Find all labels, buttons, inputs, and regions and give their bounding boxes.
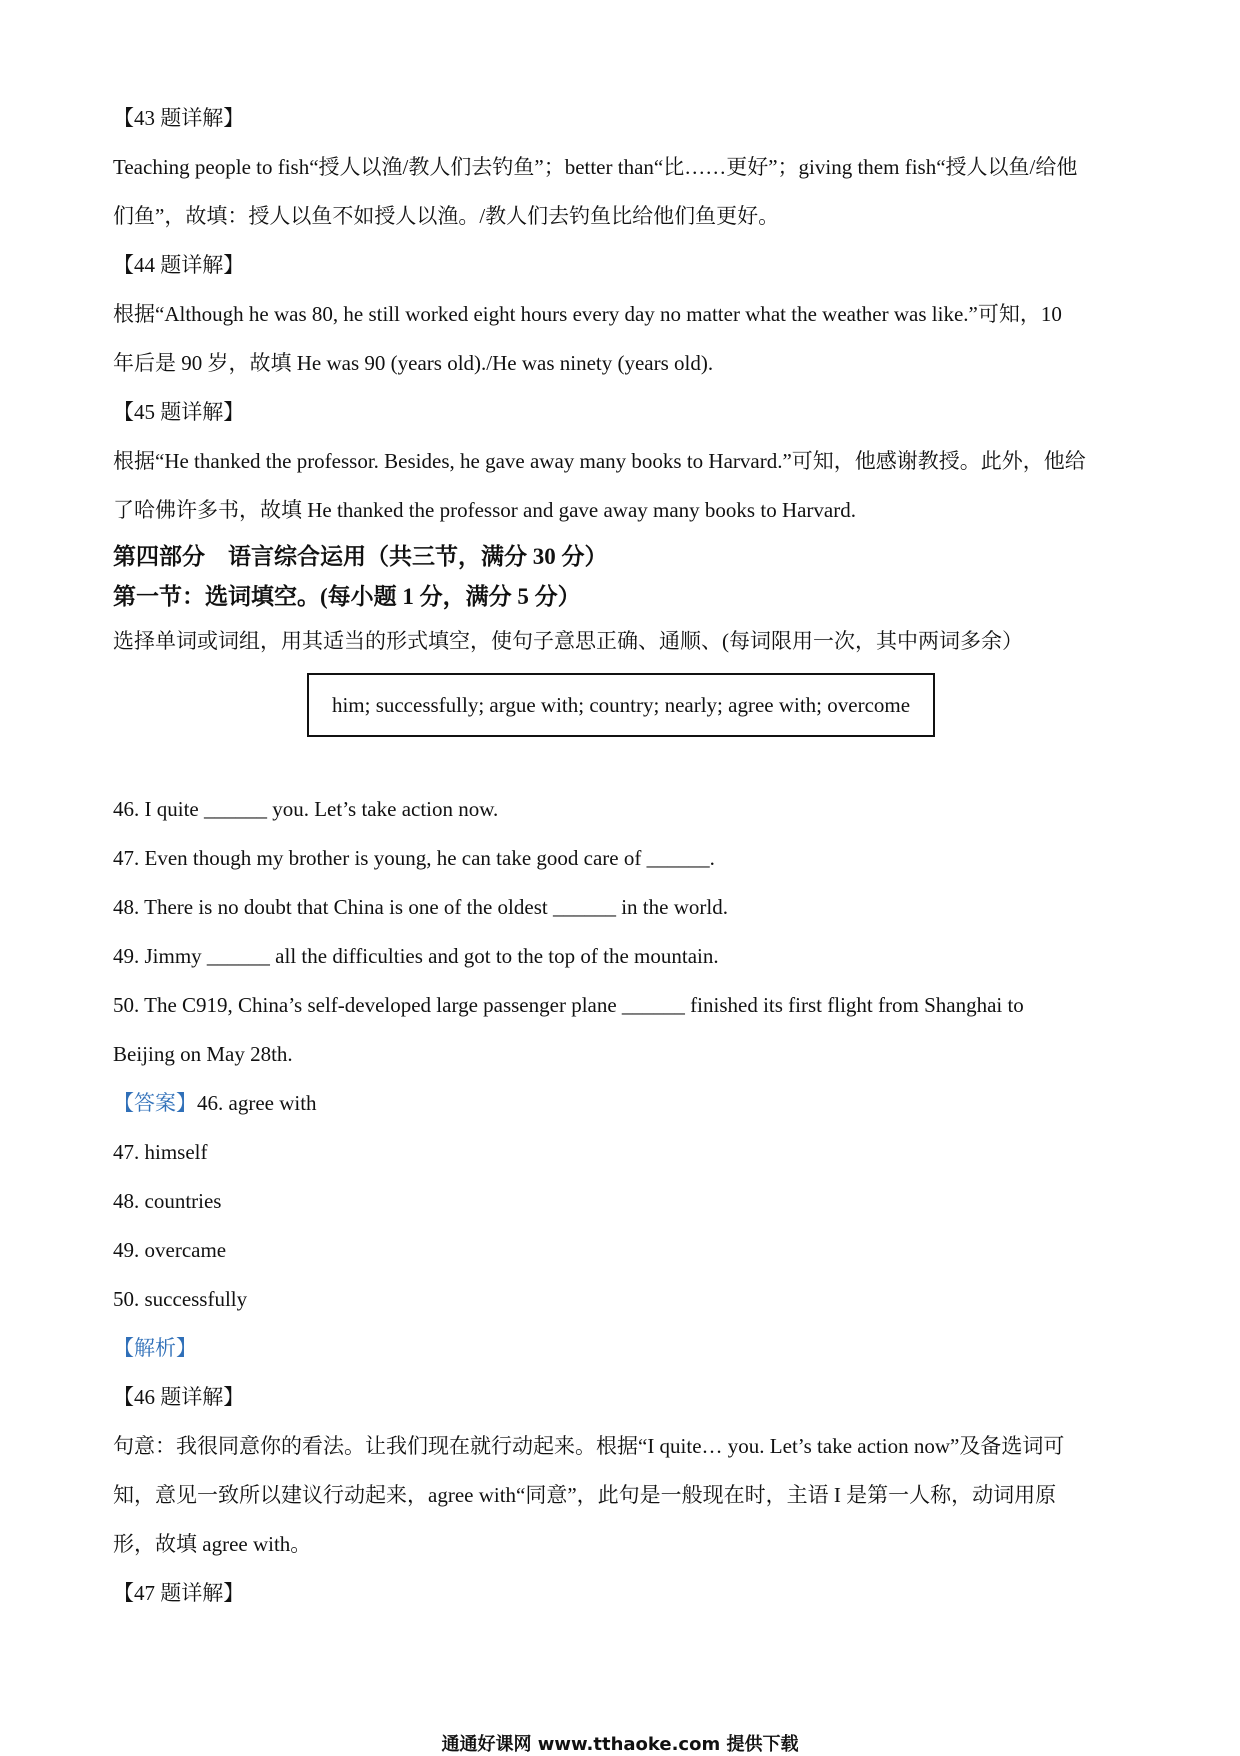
q46-heading: 【46 题详解】 — [113, 1385, 245, 1409]
word-bank-box: him; successfully; argue with; country; nearly; agree with; overcome — [307, 673, 935, 737]
q43-explanation-line: 们鱼”，故填：授人以鱼不如授人以渔。/教人们去钓鱼比给他们鱼更好。 — [113, 204, 780, 228]
answer-line — [113, 1083, 1133, 1132]
page-footer: 通通好课网 www.tthaoke.com 提供下载 — [441, 1734, 799, 1755]
question-46: 46. I quite ______ you. Let’s take action now. — [113, 797, 499, 821]
question-50-continued: Beijing on May 28th. — [113, 1042, 293, 1066]
answer-49: 49. overcame — [113, 1238, 227, 1262]
part4-title: 第四部分 语言综合运用（共三节，满分 30 分） — [113, 544, 608, 569]
q44-heading: 【44 题详解】 — [113, 253, 245, 277]
question-47: 47. Even though my brother is young, he can take good care of ______. — [113, 846, 715, 870]
answer-46: 46. agree with — [197, 1091, 317, 1115]
question-49: 49. Jimmy ______ all the difficulties and got to the top of the mountain. — [113, 944, 719, 968]
question-50: 50. The C919, China’s self-developed large passenger plane ______ finished its first flight from Shanghai to — [113, 993, 1024, 1017]
q46-explanation-line: 句意：我很同意你的看法。让我们现在就行动起来。根据“I quite… you. Let’s take action now”及备选词可 — [113, 1434, 1065, 1458]
question-48: 48. There is no doubt that China is one of the oldest ______ in the world. — [113, 895, 728, 919]
q45-explanation-line: 根据“He thanked the professor. Besides, he gave away many books to Harvard.”可知，他感谢教授。此外，他给 — [113, 449, 1086, 473]
q44-explanation-line: 根据“Although he was 80, he still worked eight hours every day no matter what the weather was like.”可知，10 — [113, 302, 1062, 326]
q46-explanation-line: 形，故填 agree with。 — [113, 1532, 312, 1556]
answer-47: 47. himself — [113, 1140, 208, 1164]
q43-explanation-line: Teaching people to fish“授人以渔/教人们去钓鱼”；better than“比……更好”；giving them fish“授人以鱼/给他 — [113, 155, 1078, 179]
section1-title: 第一节：选词填空。(每小题 1 分，满分 5 分） — [113, 584, 581, 609]
q44-explanation-line: 年后是 90 岁，故填 He was 90 (years old)./He was ninety (years old). — [113, 351, 714, 375]
q46-explanation-line: 知，意见一致所以建议行动起来，agree with“同意”，此句是一般现在时，主语 I 是第一人称，动词用原 — [113, 1483, 1057, 1507]
q45-heading: 【45 题详解】 — [113, 400, 245, 424]
answer-48: 48. countries — [113, 1189, 222, 1213]
q43-heading: 【43 题详解】 — [113, 106, 245, 130]
word-box-area — [113, 663, 1133, 789]
q45-explanation-line: 了哈佛许多书，故填 He thanked the professor and gave away many books to Harvard. — [113, 498, 856, 522]
answer-50: 50. successfully — [113, 1287, 248, 1311]
answer-label: 【答案】 — [113, 1091, 197, 1115]
page-content — [113, 98, 1133, 1622]
q47-heading: 【47 题详解】 — [113, 1581, 245, 1605]
analysis-label: 【解析】 — [113, 1336, 197, 1360]
section1-instruction: 选择单词或词组，用其适当的形式填空，使句子意思正确、通顺、(每词限用一次，其中两词多余） — [113, 629, 1023, 653]
